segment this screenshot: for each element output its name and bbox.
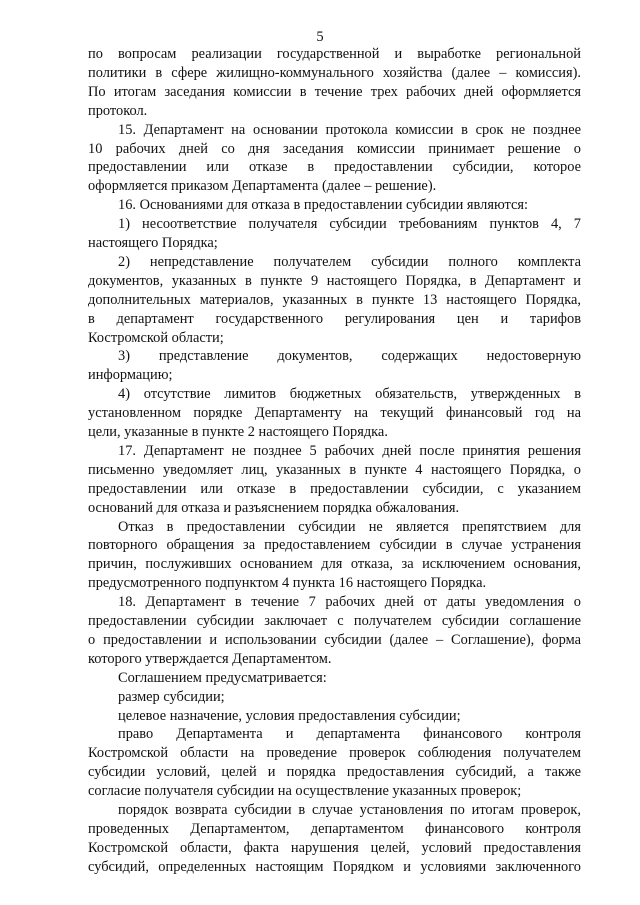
text-line: в департамент государственного регулирования цен и тарифов	[88, 310, 581, 327]
text-line: Отказ в предоставлении субсидии не является препятствием для	[118, 518, 581, 535]
text-line: проведенных Департаментом, департаментом финансового контроля	[88, 820, 581, 837]
text-line: 1) несоответствие получателя субсидии требованиям пунктов 4, 7	[118, 216, 581, 233]
text-line: 4) отсутствие лимитов бюджетных обязательств, утвержденных в	[118, 386, 581, 403]
page-number: 5	[316, 29, 324, 45]
text-line: протокол.	[88, 102, 148, 119]
text-line: субсидии условий, целей и порядка предоставления субсидий, а также	[88, 764, 581, 781]
text-line: установленном порядке Департаменту на текущий финансовый год на	[88, 405, 581, 422]
text-line: предусмотренного подпунктом 4 пункта 16 настоящего Порядка.	[88, 575, 487, 592]
text-line: Костромской области;	[88, 329, 224, 346]
text-line: предоставлении или отказе в предоставлении субсидии, которое	[88, 159, 581, 176]
text-line: настоящего Порядка;	[88, 235, 218, 251]
text-line: 16. Основаниями для отказа в предоставлении субсидии являются:	[118, 197, 528, 214]
text-line: 2) непредставление получателем субсидии полного комплекта	[118, 253, 581, 270]
text-line: порядок возврата субсидии в случае установления по итогам проверок,	[118, 802, 581, 818]
text-line: повторного обращения за предоставлением субсидии в случае устранения	[88, 537, 581, 554]
text-line: причин, послуживших основанием для отказа, за исключением основания,	[88, 556, 581, 573]
text-line: право Департамента и департамента финансового контроля	[118, 726, 581, 743]
text-line: Соглашением предусматривается:	[118, 669, 327, 686]
text-line: документов, указанных в пункте 9 настоящего Порядка, в Департамент и	[88, 272, 581, 289]
text-line: согласие получателя субсидии на осуществление указанных проверок;	[88, 783, 522, 800]
text-line: размер субсидии;	[118, 688, 225, 705]
text-line: цели, указанные в пункте 2 настоящего Порядка.	[88, 424, 388, 440]
text-line: 17. Департамент не позднее 5 рабочих дней после принятия решения	[118, 442, 581, 459]
text-line: о предоставлении и использовании субсидии (далее – Соглашение), форма	[88, 631, 581, 648]
text-line: Костромской области на проведение проверок соблюдения получателем	[88, 745, 581, 762]
text-line: которого утверждается Департаментом.	[88, 650, 332, 667]
text-line: информацию;	[88, 367, 173, 384]
text-line: письменно уведомляет лиц, указанных в пункте 4 настоящего Порядка, о	[88, 461, 581, 478]
text-line: по вопросам реализации государственной и выработке региональной	[88, 46, 581, 62]
text-line: дополнительных материалов, указанных в пункте 13 настоящего Порядка,	[88, 291, 581, 308]
text-line: целевое назначение, условия предоставления субсидии;	[118, 707, 461, 724]
text-line: 18. Департамент в течение 7 рабочих дней от даты уведомления о	[118, 594, 581, 611]
text-line: субсидий, определенных настоящим Порядком и условиями заключенного	[88, 858, 581, 875]
text-line: предоставлении или отказе в предоставлении субсидии, с указанием	[88, 480, 581, 497]
text-line: оснований для отказа и разъяснением порядка обжалования.	[88, 499, 460, 516]
text-line: 15. Департамент на основании протокола комиссии в срок не позднее	[118, 121, 581, 138]
text-line: оформляется приказом Департамента (далее – решение).	[88, 178, 437, 195]
text-line: Костромской области, факта нарушения целей, условий предоставления	[88, 839, 581, 856]
text-line: 3) представление документов, содержащих недостоверную	[118, 348, 581, 365]
text-line: По итогам заседания комиссии в течение трех рабочих дней оформляется	[88, 83, 581, 100]
text-line: политики в сфере жилищно-коммунального хозяйства (далее – комиссия).	[88, 64, 581, 81]
text-line: предоставлении субсидии заключает с получателем субсидии соглашение	[88, 613, 581, 629]
text-line: 10 рабочих дней со дня заседания комиссии принимает решение о	[88, 140, 581, 157]
